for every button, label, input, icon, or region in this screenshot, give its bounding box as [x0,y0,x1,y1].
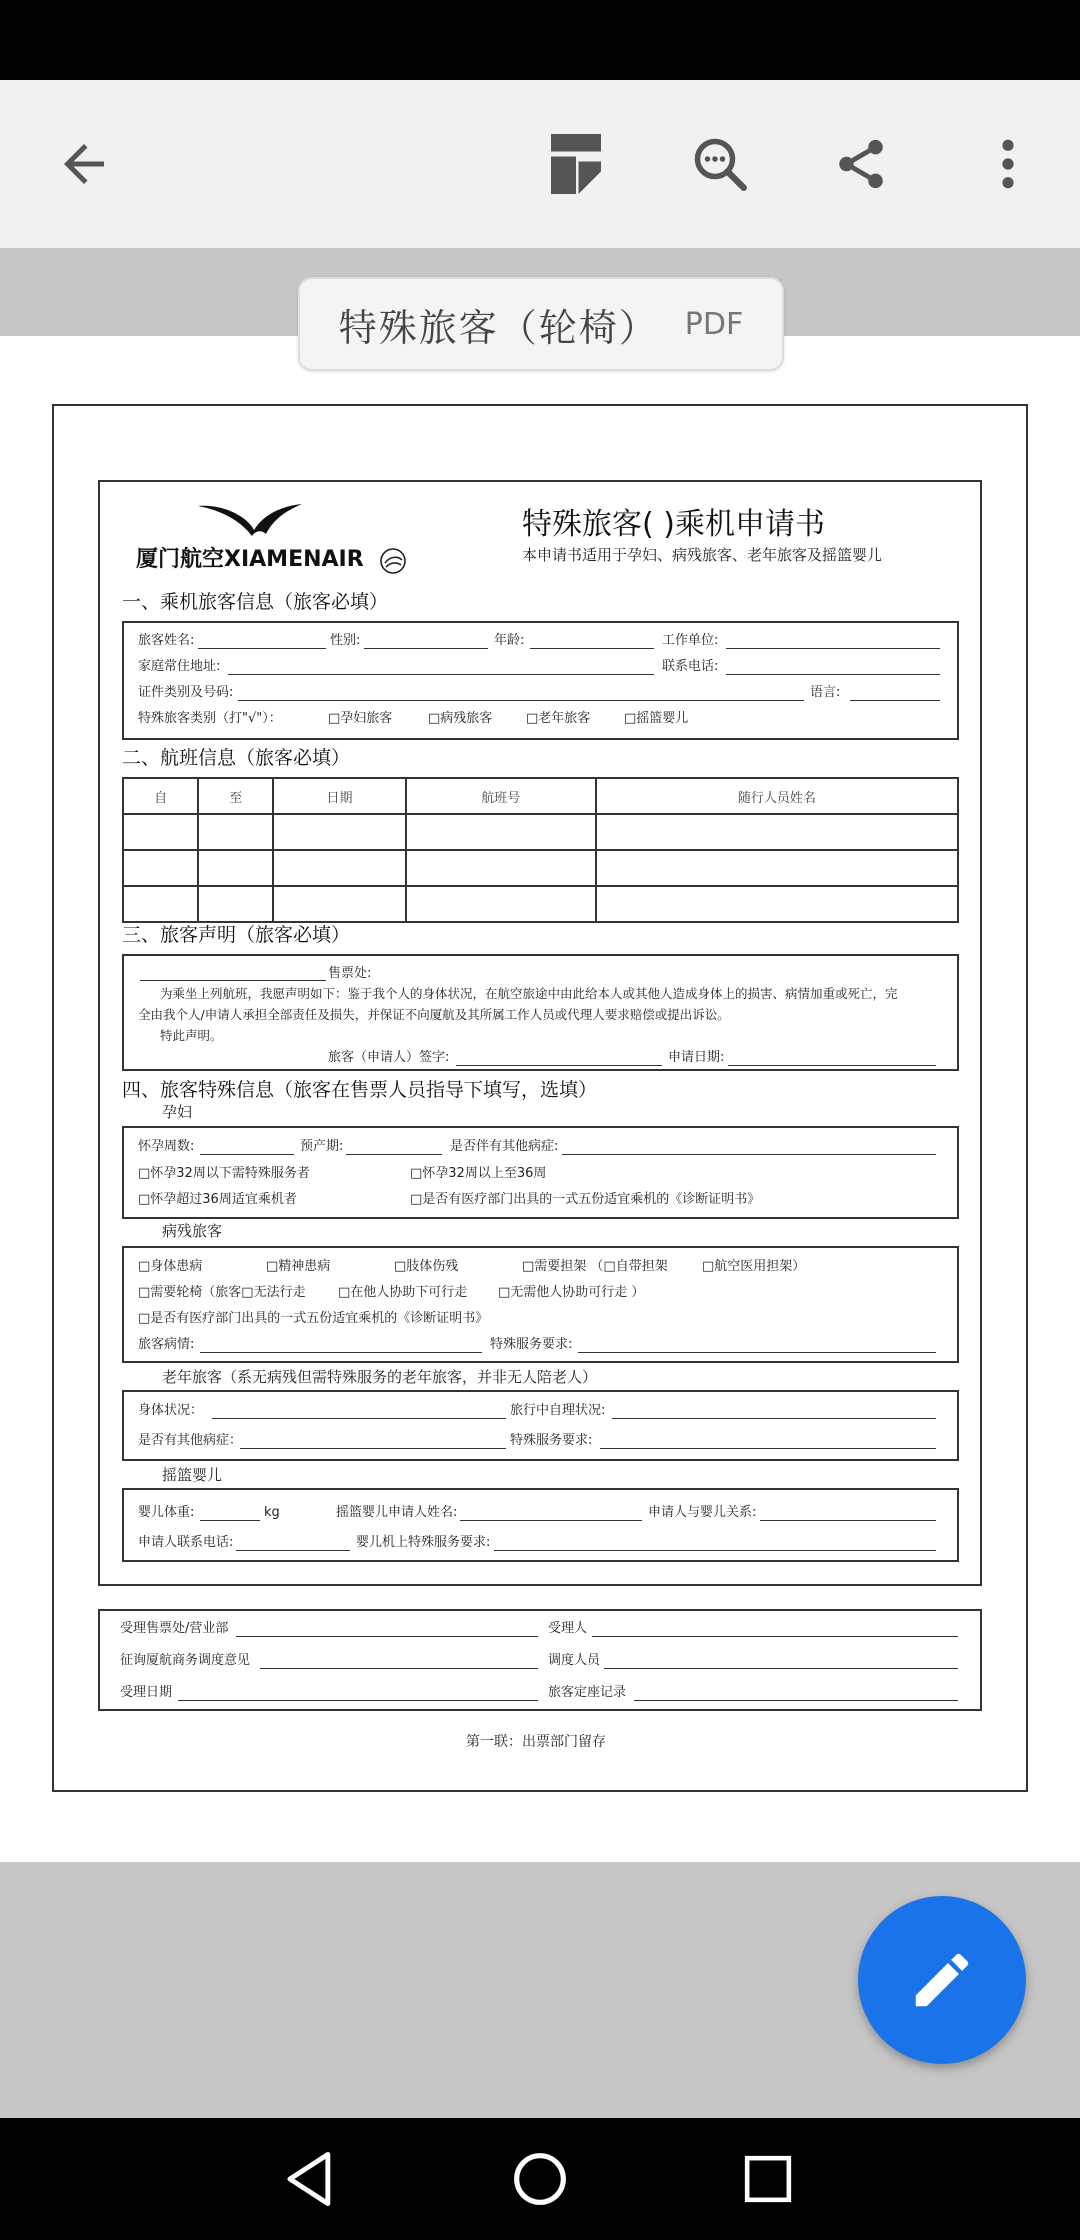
declaration-line1: 为乘坐上列航班，我愿声明如下：鉴于我个人的身体状况，在航空旅途中由此给本人或其他人造成身体上的损害、病情加重或死亡，完 [160,986,898,1001]
infant-phone-label: 申请人联系电话: [138,1535,234,1550]
nav-back-button[interactable] [250,2134,370,2224]
file-title: 特殊旅客（轮椅） [338,305,659,350]
field-address-line [228,674,654,675]
document-mode-button[interactable] [526,114,626,214]
elderly-title: 老年旅客（系无病残但需特殊服务的老年旅客，并非无人陪老人） [162,1368,598,1386]
office-row3-line [178,1700,538,1701]
field-employer-line [726,648,940,649]
pregnant-option-over36: □怀孕超过36周适宜乘机者 [138,1192,297,1207]
category-elderly: □老年旅客 [526,711,591,726]
nav-recents-button[interactable] [708,2134,828,2224]
field-language-label: 语言: [810,685,841,700]
xiamenair-logo-icon [196,500,306,542]
flight-table [122,777,959,923]
more-options-button[interactable] [958,114,1058,214]
flight-header-number: 航班号 [406,778,596,814]
share-button[interactable] [811,114,911,214]
flight-header-companion: 随行人员姓名 [596,778,958,814]
sick-service-line [578,1352,936,1353]
navigation-bar [0,2118,1080,2240]
pregnant-title: 孕妇 [162,1103,193,1121]
flight-header-from: 自 [123,778,198,814]
category-label: 特殊旅客类别（打"√"）： [138,711,282,726]
field-gender-line [364,648,488,649]
infant-applicant-line [460,1520,642,1521]
infant-applicant-label: 摇篮婴儿申请人姓名: [336,1505,458,1520]
elderly-selfcare-line [612,1418,936,1419]
elderly-service-line [600,1448,936,1449]
status-bar [0,0,1080,80]
field-age-line [530,648,654,649]
infant-weight-label: 婴儿体重: [138,1505,195,1520]
office-row1-label: 受理售票处/营业部 [120,1621,229,1636]
elderly-health-label: 身体状况： [138,1403,204,1418]
nav-recents-icon [743,2154,793,2204]
office-row1-right-label: 受理人 [548,1621,588,1636]
section4-title: 四、旅客特殊信息（旅客在售票人员指导下填写，选填） [122,1079,598,1101]
elderly-health-line [212,1418,506,1419]
back-arrow-icon [54,134,114,194]
file-type: PDF [684,306,744,342]
infant-phone-line [236,1550,350,1551]
office-label: 售票处: [328,966,372,981]
nav-home-button[interactable] [480,2134,600,2224]
office-row1-line [236,1636,538,1637]
field-id-label: 证件类别及号码: [138,685,234,700]
sick-condition-line [200,1352,482,1353]
field-name-line [198,648,326,649]
field-age-label: 年龄: [494,633,525,648]
logo-text: 厦门航空XIAMENAIR [136,547,364,572]
flight-header-to: 至 [198,778,273,814]
sick-option-mental: □精神患病 [266,1259,331,1274]
declaration-line2: 全由我个人/申请人承担全部责任及损失，并保证不向厦航及其所属工作人员或代理人要求赔偿或提出诉讼。 [138,1007,730,1022]
table-row [123,814,958,850]
signature-line [456,1065,662,1066]
toolbar [0,80,1080,248]
category-pregnant: □孕妇旅客 [328,711,393,726]
declaration-line3: 特此声明。 [160,1028,223,1043]
edit-pencil-icon [907,1945,977,2015]
sick-option-disabled: □肢体伤残 [394,1259,459,1274]
document-icon [546,131,606,197]
office-line [140,980,326,981]
office-row3-right-line [634,1700,958,1701]
field-phone-label: 联系电话: [662,659,719,674]
infant-service-line [494,1550,936,1551]
infant-service-label: 婴儿机上特殊服务要求: [356,1535,491,1550]
nav-back-icon [283,2150,337,2208]
section1-title: 一、乘机旅客信息（旅客必填） [122,591,389,613]
infant-weight-line [200,1520,260,1521]
field-gender-label: 性别: [330,633,361,648]
sick-option-stretcher: □需要担架 （□自带担架 [522,1259,668,1274]
table-row [123,850,958,886]
office-row1-right-line [592,1636,958,1637]
infant-title: 摇篮婴儿 [162,1466,223,1484]
field-id-line [238,700,804,701]
more-vert-icon [998,136,1018,192]
office-row2-line [260,1668,538,1669]
sick-title: 病残旅客 [162,1222,223,1240]
apply-date-line [728,1065,936,1066]
office-row2-label: 征询厦航商务调度意见 [120,1653,251,1668]
office-row2-right-label: 调度人员 [548,1653,601,1668]
pregnant-option-certificate: □是否有医疗部门出具的一式五份适宜乘机的《诊断证明书》 [410,1192,761,1207]
pregnant-other-label: 是否伴有其他病症: [450,1139,559,1154]
copy-footer: 第一联：出票部门留存 [466,1734,606,1750]
pregnant-due-line [346,1154,442,1155]
section2-title: 二、航班信息（旅客必填） [122,747,351,769]
sick-condition-label: 旅客病情: [138,1337,195,1352]
sick-option-assisted: □在他人协助下可行走 [338,1285,468,1300]
field-language-line [850,700,940,701]
sick-option-airline-stretcher: □航空医用担架） [702,1259,806,1274]
infant-relation-label: 申请人与婴儿关系: [648,1505,757,1520]
file-name-chip [298,277,784,371]
pregnant-option-under32: □怀孕32周以下需特殊服务者 [138,1166,310,1181]
category-infant: □摇篮婴儿 [624,711,689,726]
sick-service-label: 特殊服务要求: [490,1337,573,1352]
elderly-other-label: 是否有其他病症： [138,1433,243,1448]
category-sick: □病残旅客 [428,711,493,726]
flight-header-date: 日期 [273,778,406,814]
back-button[interactable] [34,114,134,214]
infant-weight-unit: kg [264,1505,280,1520]
search-button[interactable] [670,114,770,214]
pregnant-weeks-label: 怀孕周数: [138,1139,195,1154]
edit-button[interactable] [858,1896,1026,2064]
elderly-other-line [240,1448,506,1449]
office-row3-label: 受理日期 [120,1685,173,1700]
skyteam-badge-icon [378,546,408,576]
share-icon [832,135,890,193]
form-subtitle: 本申请书适用于孕妇、病残旅客、老年旅客及摇篮婴儿 [522,546,883,564]
office-row2-right-line [604,1668,958,1669]
field-phone-line [726,674,940,675]
field-employer-label: 工作单位: [662,633,719,648]
sick-option-certificate: □是否有医疗部门出具的一式五份适宜乘机的《诊断证明书》 [138,1311,489,1326]
sick-option-independent: □无需他人协助可行走 ） [498,1285,645,1300]
pregnant-due-label: 预产期: [300,1139,344,1154]
infant-relation-line [760,1520,936,1521]
search-icon [690,134,750,194]
signature-label: 旅客（申请人）签字: [328,1050,450,1065]
elderly-box [122,1390,959,1461]
field-name-label: 旅客姓名: [138,633,195,648]
pregnant-other-line [562,1154,936,1155]
table-row [123,886,958,922]
apply-date-label: 申请日期: [668,1050,725,1065]
elderly-selfcare-label: 旅行中自理状况: [510,1403,606,1418]
pregnant-weeks-line [200,1154,294,1155]
pregnant-option-32to36: □怀孕32周以上至36周 [410,1166,547,1181]
nav-home-icon [512,2151,568,2207]
field-address-label: 家庭常住地址: [138,659,221,674]
elderly-service-label: 特殊服务要求: [510,1433,593,1448]
sick-option-wheelchair: □需要轮椅（旅客□无法行走 [138,1285,306,1300]
office-row3-right-label: 旅客定座记录 [548,1685,627,1700]
section3-title: 三、旅客声明（旅客必填） [122,924,351,946]
sick-option-ill: □身体患病 [138,1259,203,1274]
form-title: 特殊旅客( )乘机申请书 [522,507,825,542]
